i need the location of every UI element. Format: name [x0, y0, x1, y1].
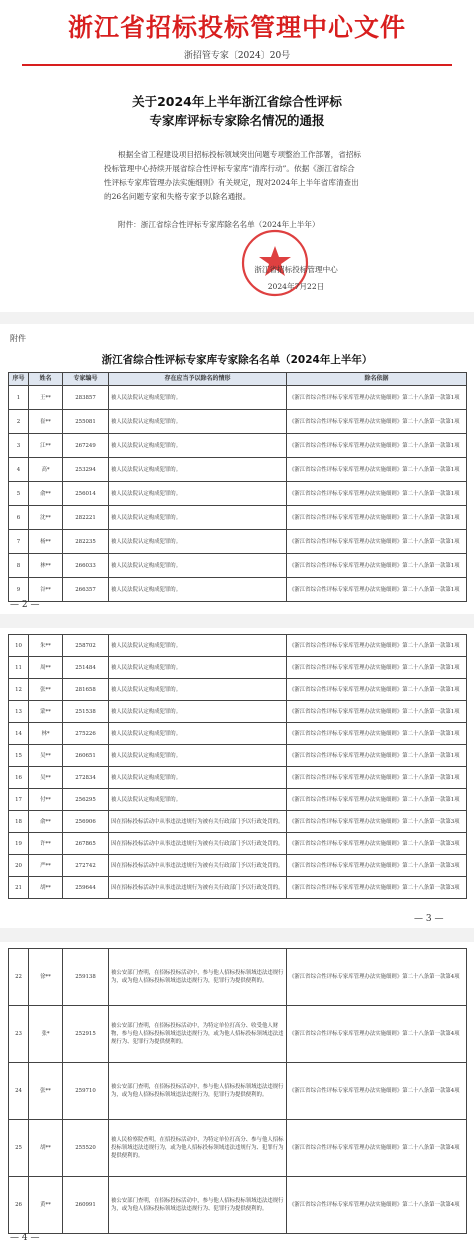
row-number: 20 — [9, 855, 29, 877]
red-divider — [22, 64, 452, 66]
row-number: 24 — [9, 1063, 29, 1120]
table-row — [9, 1063, 467, 1120]
row-number: 18 — [9, 811, 29, 833]
table-row — [9, 767, 467, 789]
removal-basis: 《浙江省综合性评标专家库管理办法实施细则》第二十八条第一款第4项 — [287, 949, 467, 1006]
removal-basis: 《浙江省综合性评标专家库管理办法实施细则》第二十八条第一款第1项 — [287, 386, 467, 410]
removal-situation: 被人民法院认定构成犯罪的。 — [109, 578, 287, 602]
table-row — [9, 679, 467, 701]
signature-organization: 浙江省招标投标管理中心 — [254, 265, 338, 274]
table-row — [9, 723, 467, 745]
removal-table-part1 — [8, 372, 467, 602]
expert-name: 徐** — [29, 949, 63, 1006]
expert-name: 吴** — [29, 767, 63, 789]
removal-situation: 被人民法院认定构成犯罪的。 — [109, 530, 287, 554]
expert-id: 255520 — [63, 1120, 109, 1177]
expert-name: 付** — [29, 789, 63, 811]
removal-basis: 《浙江省综合性评标专家库管理办法实施细则》第二十八条第一款第1项 — [287, 789, 467, 811]
expert-name: 王** — [29, 386, 63, 410]
removal-basis: 《浙江省综合性评标专家库管理办法实施细则》第二十八条第一款第1项 — [287, 530, 467, 554]
row-number: 25 — [9, 1120, 29, 1177]
expert-id: 259710 — [63, 1063, 109, 1120]
row-number: 2 — [9, 410, 29, 434]
table-row — [9, 410, 467, 434]
table-row — [9, 877, 467, 899]
row-number: 4 — [9, 458, 29, 482]
table-row — [9, 530, 467, 554]
expert-id: 251484 — [63, 657, 109, 679]
removal-basis: 《浙江省综合性评标专家库管理办法实施细则》第二十八条第一款第3项 — [287, 877, 467, 899]
removal-situation: 被人民法院认定构成犯罪的。 — [109, 789, 287, 811]
row-number: 6 — [9, 506, 29, 530]
expert-name: 崔** — [29, 410, 63, 434]
row-number: 5 — [9, 482, 29, 506]
table-row — [9, 701, 467, 723]
row-number: 1 — [9, 386, 29, 410]
header-basis: 除名依据 — [287, 373, 467, 386]
removal-situation: 被人民法院认定构成犯罪的。 — [109, 679, 287, 701]
row-number: 15 — [9, 745, 29, 767]
page-number-3: — 3 — — [414, 914, 444, 924]
table-row — [9, 635, 467, 657]
header-name: 姓名 — [29, 373, 63, 386]
row-number: 22 — [9, 949, 29, 1006]
removal-basis: 《浙江省综合性评标专家库管理办法实施细则》第二十八条第一款第4项 — [287, 1177, 467, 1234]
expert-id: 259138 — [63, 949, 109, 1006]
removal-basis: 《浙江省综合性评标专家库管理办法实施细则》第二十八条第一款第1项 — [287, 410, 467, 434]
expert-name: 严** — [29, 855, 63, 877]
expert-id: 267865 — [63, 833, 109, 855]
removal-basis: 《浙江省综合性评标专家库管理办法实施细则》第二十八条第一款第1项 — [287, 635, 467, 657]
removal-situation: 被人民法院认定构成犯罪的。 — [109, 554, 287, 578]
expert-name: 俞** — [29, 811, 63, 833]
row-number: 10 — [9, 635, 29, 657]
removal-basis: 《浙江省综合性评标专家库管理办法实施细则》第二十八条第一款第1项 — [287, 701, 467, 723]
row-number: 26 — [9, 1177, 29, 1234]
row-number: 16 — [9, 767, 29, 789]
table-row — [9, 745, 467, 767]
removal-basis: 《浙江省综合性评标专家库管理办法实施细则》第二十八条第一款第1项 — [287, 506, 467, 530]
removal-situation: 被人民法院认定构成犯罪的。 — [109, 701, 287, 723]
issuer-title: 浙江省招标投标管理中心文件 — [67, 13, 406, 42]
removal-situation: 被人民法院认定构成犯罪的。 — [109, 723, 287, 745]
page-number-2: — 2 — — [10, 600, 40, 610]
removal-situation: 被公安部门查明，在招标投标活动中，为特定单位打高分、收受他人财物，参与他人招标投标领域违法违规行为，或为他人招标投标领域违法违规行为、犯罪行为提供便利的。 — [109, 1006, 287, 1063]
expert-id: 256014 — [63, 482, 109, 506]
removal-basis: 《浙江省综合性评标专家库管理办法实施细则》第二十八条第一款第1项 — [287, 482, 467, 506]
document-number: 浙招管专家〔2024〕20号 — [183, 51, 291, 61]
expert-id: 282221 — [63, 506, 109, 530]
removal-situation: 被人民法院认定构成犯罪的。 — [109, 386, 287, 410]
row-number: 7 — [9, 530, 29, 554]
expert-id: 251538 — [63, 701, 109, 723]
table-row — [9, 949, 467, 1006]
removal-basis: 《浙江省综合性评标专家库管理办法实施细则》第二十八条第一款第1项 — [287, 657, 467, 679]
table-row — [9, 1177, 467, 1234]
row-number: 23 — [9, 1006, 29, 1063]
removal-basis: 《浙江省综合性评标专家库管理办法实施细则》第二十八条第一款第3项 — [287, 855, 467, 877]
removal-basis: 《浙江省综合性评标专家库管理办法实施细则》第二十八条第一款第3项 — [287, 811, 467, 833]
row-number: 17 — [9, 789, 29, 811]
row-number: 14 — [9, 723, 29, 745]
table-row — [9, 811, 467, 833]
removal-basis: 《浙江省综合性评标专家库管理办法实施细则》第二十八条第一款第1项 — [287, 578, 467, 602]
table-row — [9, 657, 467, 679]
expert-id: 255081 — [63, 410, 109, 434]
table-row — [9, 855, 467, 877]
expert-id: 252915 — [63, 1006, 109, 1063]
expert-id: 281658 — [63, 679, 109, 701]
expert-id: 260991 — [63, 1177, 109, 1234]
expert-id: 256906 — [63, 811, 109, 833]
row-number: 12 — [9, 679, 29, 701]
row-number: 13 — [9, 701, 29, 723]
attachment-page-4 — [0, 942, 474, 1254]
removal-basis: 《浙江省综合性评标专家库管理办法实施细则》第二十八条第一款第1项 — [287, 458, 467, 482]
expert-id: 282235 — [63, 530, 109, 554]
row-number: 9 — [9, 578, 29, 602]
row-number: 21 — [9, 877, 29, 899]
removal-situation: 被人民法院认定构成犯罪的。 — [109, 745, 287, 767]
removal-situation: 因在招标投标活动中从事违法违规行为被有关行政部门予以行政处罚的。 — [109, 855, 287, 877]
removal-situation: 被人民检察院查明，在招投标活动中，为特定单位打高分、参与他人招标投标领域违法违规行为，或为他人招标投标领域违法违规行为、犯罪行为提供便利的。 — [109, 1120, 287, 1177]
page-gap — [0, 928, 474, 942]
signature-date: 2024年7月22日 — [267, 282, 325, 291]
row-number: 11 — [9, 657, 29, 679]
expert-id: 267249 — [63, 434, 109, 458]
removal-situation: 被人民法院认定构成犯罪的。 — [109, 657, 287, 679]
table-row — [9, 1006, 467, 1063]
expert-name: 张* — [29, 1006, 63, 1063]
removal-basis: 《浙江省综合性评标专家库管理办法实施细则》第二十八条第一款第1项 — [287, 679, 467, 701]
removal-basis: 《浙江省综合性评标专家库管理办法实施细则》第二十八条第一款第1项 — [287, 745, 467, 767]
expert-id: 272742 — [63, 855, 109, 877]
table-row — [9, 506, 467, 530]
expert-id: 256295 — [63, 789, 109, 811]
header-situation: 存在应当予以除名的情形 — [109, 373, 287, 386]
removal-basis: 《浙江省综合性评标专家库管理办法实施细则》第二十八条第一款第4项 — [287, 1063, 467, 1120]
notice-paragraph: 根据全省工程建设项目招标投标领域突出问题专项整治工作部署，省招标投标管理中心持续开展省综合性评标专家库“清库行动”。依据《浙江省综合性评标专家库管理办法实施细则》有关规定，现对2024年上半年省库清查出的26名问题专家和失格专家予以除名通报。 — [104, 150, 361, 201]
expert-name: 黄** — [29, 1177, 63, 1234]
removal-situation: 被人民法院认定构成犯罪的。 — [109, 635, 287, 657]
row-number: 8 — [9, 554, 29, 578]
expert-id: 275226 — [63, 723, 109, 745]
table-row — [9, 833, 467, 855]
expert-id: 266357 — [63, 578, 109, 602]
removal-situation: 因在招标投标活动中从事违法违规行为被有关行政部门予以行政处罚的。 — [109, 877, 287, 899]
notice-title-line1: 关于2024年上半年浙江省综合性评标 — [132, 94, 342, 109]
table-header-row — [9, 373, 467, 386]
expert-name: 吴** — [29, 745, 63, 767]
removal-situation: 被人民法院认定构成犯罪的。 — [109, 767, 287, 789]
table-row — [9, 578, 467, 602]
attachment-page-2 — [0, 324, 474, 614]
removal-situation: 因在招标投标活动中从事违法违规行为被有关行政部门予以行政处罚的。 — [109, 811, 287, 833]
expert-name: 胡** — [29, 1120, 63, 1177]
removal-situation: 被公安部门查明，在招标投标活动中，参与他人招标投标领域违法违规行为，或为他人招标投标领域违法违规行为，犯罪行为提供便利的。 — [109, 949, 287, 1006]
expert-id: 266033 — [63, 554, 109, 578]
removal-basis: 《浙江省综合性评标专家库管理办法实施细则》第二十八条第一款第1项 — [287, 723, 467, 745]
table-row — [9, 482, 467, 506]
expert-name: 蒙** — [29, 701, 63, 723]
expert-name: 杨** — [29, 530, 63, 554]
removal-situation: 被人民法院认定构成犯罪的。 — [109, 506, 287, 530]
removal-situation: 被人民法院认定构成犯罪的。 — [109, 434, 287, 458]
expert-name: 胡** — [29, 877, 63, 899]
removal-basis: 《浙江省综合性评标专家库管理办法实施细则》第二十八条第一款第4项 — [287, 1006, 467, 1063]
removal-basis: 《浙江省综合性评标专家库管理办法实施细则》第二十八条第一款第3项 — [287, 833, 467, 855]
page-gap — [0, 312, 474, 324]
attachment-page-3 — [0, 628, 474, 928]
expert-name: 高* — [29, 458, 63, 482]
table-row — [9, 1120, 467, 1177]
removal-table-part2 — [8, 634, 467, 899]
table-row — [9, 789, 467, 811]
removal-situation: 被人民法院认定构成犯罪的。 — [109, 410, 287, 434]
expert-id: 259644 — [63, 877, 109, 899]
page-number-4: — 4 — — [10, 1233, 40, 1243]
expert-name: 谷** — [29, 578, 63, 602]
expert-name: 俞** — [29, 482, 63, 506]
header-no: 序号 — [9, 373, 29, 386]
expert-name: 许** — [29, 833, 63, 855]
table-row — [9, 458, 467, 482]
notice-title-line2: 专家库评标专家除名情况的通报 — [149, 113, 325, 128]
expert-id: 258702 — [63, 635, 109, 657]
table-title: 浙江省综合性评标专家库专家除名名单（2024年上半年） — [101, 354, 373, 366]
removal-basis: 《浙江省综合性评标专家库管理办法实施细则》第二十八条第一款第1项 — [287, 767, 467, 789]
table-row — [9, 434, 467, 458]
removal-situation: 被公安部门查明，在招标投标活动中，参与他人招标投标领域违法违规行为，或为他人招标投标领域违法违规行为，犯罪行为提供便利的。 — [109, 1063, 287, 1120]
expert-id: 260651 — [63, 745, 109, 767]
expert-id: 253294 — [63, 458, 109, 482]
expert-name: 沈** — [29, 506, 63, 530]
table-row — [9, 554, 467, 578]
removal-basis: 《浙江省综合性评标专家库管理办法实施细则》第二十八条第一款第4项 — [287, 1120, 467, 1177]
expert-name: 林* — [29, 723, 63, 745]
removal-basis: 《浙江省综合性评标专家库管理办法实施细则》第二十八条第一款第1项 — [287, 434, 467, 458]
removal-situation: 被人民法院认定构成犯罪的。 — [109, 458, 287, 482]
expert-id: 283857 — [63, 386, 109, 410]
expert-name: 张** — [29, 679, 63, 701]
attachment-label: 附件 — [10, 334, 26, 343]
expert-name: 张** — [29, 1063, 63, 1120]
header-expert-id: 专家编号 — [63, 373, 109, 386]
removal-table-part3 — [8, 948, 467, 1234]
removal-situation: 被人民法院认定构成犯罪的。 — [109, 482, 287, 506]
removal-situation: 因在招标投标活动中从事违法违规行为被有关行政部门予以行政处罚的。 — [109, 833, 287, 855]
expert-name: 朱** — [29, 635, 63, 657]
expert-name: 林** — [29, 554, 63, 578]
attachment-line: 附件：浙江省综合性评标专家库除名名单（2024年上半年） — [118, 220, 320, 229]
page-gap — [0, 614, 474, 628]
table-row — [9, 386, 467, 410]
removal-basis: 《浙江省综合性评标专家库管理办法实施细则》第二十八条第一款第1项 — [287, 554, 467, 578]
removal-situation: 被公安部门查明，在招标投标活动中，参与他人招标投标领域违法违规行为，或为他人招标投标领域违法违规行为、犯罪行为提供便利的。 — [109, 1177, 287, 1234]
row-number: 3 — [9, 434, 29, 458]
document-first-page — [0, 0, 474, 312]
expert-id: 272834 — [63, 767, 109, 789]
row-number: 19 — [9, 833, 29, 855]
expert-name: 周** — [29, 657, 63, 679]
expert-name: 江** — [29, 434, 63, 458]
